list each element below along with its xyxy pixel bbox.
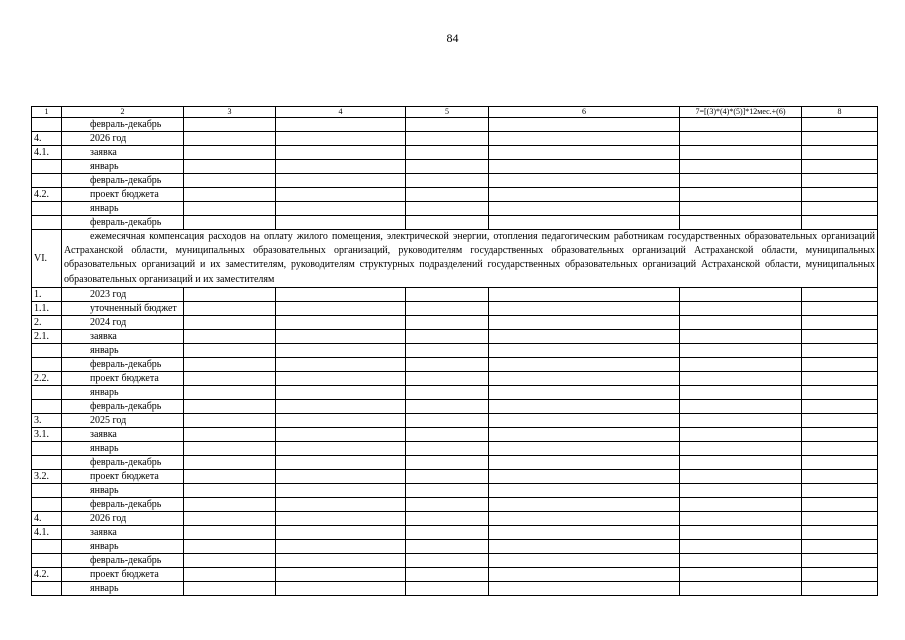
value-cell — [802, 455, 878, 469]
value-cell — [276, 160, 406, 174]
value-cell — [276, 525, 406, 539]
value-cell — [184, 301, 276, 315]
value-cell — [680, 399, 802, 413]
table-row — [32, 525, 878, 539]
table-row — [32, 567, 878, 581]
row-label: проект бюджета — [62, 567, 184, 581]
row-number: 4. — [32, 132, 62, 146]
value-cell — [406, 483, 489, 497]
table-row — [32, 553, 878, 567]
table-row — [32, 497, 878, 511]
value-cell — [489, 118, 680, 132]
value-cell — [680, 483, 802, 497]
value-cell — [276, 441, 406, 455]
value-cell — [802, 160, 878, 174]
value-cell — [489, 371, 680, 385]
value-cell — [680, 455, 802, 469]
table-row — [32, 399, 878, 413]
value-cell — [184, 525, 276, 539]
value-cell — [489, 427, 680, 441]
value-cell — [802, 287, 878, 301]
value-cell — [489, 315, 680, 329]
row-number: 3.1. — [32, 427, 62, 441]
value-cell — [276, 567, 406, 581]
value-cell — [680, 202, 802, 216]
value-cell — [184, 455, 276, 469]
row-label: февраль-декабрь — [62, 455, 184, 469]
row-label: проект бюджета — [62, 371, 184, 385]
table-row — [32, 118, 878, 132]
row-label: январь — [62, 581, 184, 595]
value-cell — [802, 553, 878, 567]
value-cell — [802, 581, 878, 595]
value-cell — [406, 525, 489, 539]
value-cell — [802, 216, 878, 230]
value-cell — [489, 174, 680, 188]
row-label: январь — [62, 160, 184, 174]
value-cell — [489, 539, 680, 553]
value-cell — [680, 301, 802, 315]
table-row — [32, 455, 878, 469]
value-cell — [680, 174, 802, 188]
value-cell — [406, 287, 489, 301]
value-cell — [680, 146, 802, 160]
value-cell — [680, 188, 802, 202]
table-row — [32, 174, 878, 188]
value-cell — [184, 216, 276, 230]
value-cell — [489, 567, 680, 581]
value-cell — [489, 525, 680, 539]
value-cell — [184, 357, 276, 371]
value-cell — [802, 315, 878, 329]
row-label: заявка — [62, 525, 184, 539]
row-label: 2026 год — [62, 132, 184, 146]
row-number — [32, 441, 62, 455]
value-cell — [276, 497, 406, 511]
value-cell — [680, 160, 802, 174]
value-cell — [802, 399, 878, 413]
value-cell — [406, 413, 489, 427]
value-cell — [276, 455, 406, 469]
value-cell — [276, 118, 406, 132]
row-number — [32, 160, 62, 174]
row-label: февраль-декабрь — [62, 357, 184, 371]
value-cell — [406, 455, 489, 469]
header-cell: 4 — [276, 107, 406, 118]
value-cell — [184, 132, 276, 146]
value-cell — [406, 132, 489, 146]
value-cell — [802, 539, 878, 553]
budget-table — [31, 106, 878, 596]
value-cell — [184, 497, 276, 511]
row-number: 1.1. — [32, 301, 62, 315]
value-cell — [276, 385, 406, 399]
value-cell — [184, 413, 276, 427]
value-cell — [680, 567, 802, 581]
row-label: 2023 год — [62, 287, 184, 301]
value-cell — [680, 315, 802, 329]
value-cell — [489, 483, 680, 497]
value-cell — [184, 441, 276, 455]
value-cell — [680, 413, 802, 427]
value-cell — [406, 371, 489, 385]
table-row — [32, 483, 878, 497]
value-cell — [276, 216, 406, 230]
table-row — [32, 385, 878, 399]
row-number: 2.2. — [32, 371, 62, 385]
value-cell — [406, 202, 489, 216]
table-row — [32, 188, 878, 202]
header-cell: 7=[(3)*(4)*(5)]*12мес.+(6) — [680, 107, 802, 118]
value-cell — [406, 469, 489, 483]
value-cell — [680, 287, 802, 301]
value-cell — [802, 188, 878, 202]
value-cell — [680, 329, 802, 343]
value-cell — [802, 357, 878, 371]
value-cell — [184, 539, 276, 553]
value-cell — [406, 497, 489, 511]
value-cell — [802, 567, 878, 581]
row-number: 1. — [32, 287, 62, 301]
value-cell — [489, 188, 680, 202]
row-number — [32, 385, 62, 399]
value-cell — [802, 146, 878, 160]
value-cell — [489, 497, 680, 511]
value-cell — [184, 399, 276, 413]
value-cell — [802, 371, 878, 385]
value-cell — [184, 315, 276, 329]
value-cell — [184, 483, 276, 497]
value-cell — [802, 301, 878, 315]
table-row — [32, 357, 878, 371]
value-cell — [802, 385, 878, 399]
table-row — [32, 469, 878, 483]
table-row — [32, 216, 878, 230]
row-number — [32, 357, 62, 371]
value-cell — [406, 427, 489, 441]
value-cell — [406, 315, 489, 329]
value-cell — [489, 441, 680, 455]
row-label: февраль-декабрь — [62, 174, 184, 188]
value-cell — [802, 329, 878, 343]
value-cell — [276, 174, 406, 188]
value-cell — [406, 146, 489, 160]
row-label: 2026 год — [62, 511, 184, 525]
row-number: 4.1. — [32, 146, 62, 160]
row-label: уточненный бюджет — [62, 301, 184, 315]
row-number — [32, 343, 62, 357]
value-cell — [184, 174, 276, 188]
row-label: заявка — [62, 329, 184, 343]
page-number: 84 — [446, 31, 459, 45]
row-label: 2024 год — [62, 315, 184, 329]
value-cell — [802, 441, 878, 455]
row-label: январь — [62, 202, 184, 216]
value-cell — [406, 301, 489, 315]
row-number — [32, 539, 62, 553]
row-number — [32, 399, 62, 413]
value-cell — [276, 301, 406, 315]
row-number: 4. — [32, 511, 62, 525]
value-cell — [276, 511, 406, 525]
row-number — [32, 483, 62, 497]
header-cell: 3 — [184, 107, 276, 118]
section-title: ежемесячная компенсация расходов на оплату жилого помещения, электрической энергии, отопления педагогическим работникам государственных образовательных организаций Астраханской области, муниципальных образовательных организаций, руководителям государственных образовательных организаций Астраханской области, муниципальных образовательных организаций и их заместителям, руководителям структурных подразделений государственных образовательных организаций Астраханской области, муниципальных образовательных организаций и их заместителям — [62, 230, 878, 288]
row-label: проект бюджета — [62, 469, 184, 483]
value-cell — [680, 539, 802, 553]
row-number — [32, 216, 62, 230]
value-cell — [489, 146, 680, 160]
value-cell — [406, 539, 489, 553]
value-cell — [276, 132, 406, 146]
value-cell — [489, 202, 680, 216]
value-cell — [489, 581, 680, 595]
row-label: февраль-декабрь — [62, 118, 184, 132]
value-cell — [406, 385, 489, 399]
value-cell — [489, 413, 680, 427]
value-cell — [680, 525, 802, 539]
value-cell — [406, 343, 489, 357]
value-cell — [489, 553, 680, 567]
row-label: 2025 год — [62, 413, 184, 427]
value-cell — [680, 441, 802, 455]
row-label: февраль-декабрь — [62, 399, 184, 413]
row-label: заявка — [62, 146, 184, 160]
row-number: 4.2. — [32, 567, 62, 581]
value-cell — [276, 371, 406, 385]
value-cell — [489, 216, 680, 230]
value-cell — [406, 581, 489, 595]
value-cell — [802, 118, 878, 132]
row-number: 2.1. — [32, 329, 62, 343]
value-cell — [184, 287, 276, 301]
value-cell — [406, 216, 489, 230]
value-cell — [276, 315, 406, 329]
value-cell — [276, 427, 406, 441]
header-cell: 8 — [802, 107, 878, 118]
value-cell — [184, 581, 276, 595]
table-row — [32, 539, 878, 553]
row-number — [32, 581, 62, 595]
value-cell — [489, 287, 680, 301]
table-row — [32, 581, 878, 595]
value-cell — [680, 216, 802, 230]
section-row — [32, 230, 878, 288]
value-cell — [184, 146, 276, 160]
value-cell — [276, 581, 406, 595]
row-number: 2. — [32, 315, 62, 329]
row-label: январь — [62, 385, 184, 399]
value-cell — [489, 357, 680, 371]
value-cell — [276, 329, 406, 343]
table-row — [32, 427, 878, 441]
value-cell — [489, 160, 680, 174]
value-cell — [184, 553, 276, 567]
row-number: 3. — [32, 413, 62, 427]
table-row — [32, 146, 878, 160]
value-cell — [802, 413, 878, 427]
value-cell — [406, 441, 489, 455]
value-cell — [680, 581, 802, 595]
value-cell — [680, 343, 802, 357]
value-cell — [406, 357, 489, 371]
value-cell — [802, 132, 878, 146]
value-cell — [276, 202, 406, 216]
value-cell — [184, 371, 276, 385]
value-cell — [489, 132, 680, 146]
table-row — [32, 287, 878, 301]
value-cell — [489, 399, 680, 413]
table-row — [32, 301, 878, 315]
value-cell — [489, 511, 680, 525]
value-cell — [184, 329, 276, 343]
value-cell — [406, 188, 489, 202]
value-cell — [680, 385, 802, 399]
value-cell — [276, 188, 406, 202]
value-cell — [184, 511, 276, 525]
row-number: 4.1. — [32, 525, 62, 539]
row-number — [32, 553, 62, 567]
value-cell — [489, 385, 680, 399]
row-number — [32, 497, 62, 511]
table-row — [32, 315, 878, 329]
value-cell — [680, 427, 802, 441]
value-cell — [276, 469, 406, 483]
value-cell — [680, 357, 802, 371]
row-label: февраль-декабрь — [62, 497, 184, 511]
value-cell — [802, 469, 878, 483]
value-cell — [406, 567, 489, 581]
table-row — [32, 371, 878, 385]
row-label: февраль-декабрь — [62, 216, 184, 230]
value-cell — [184, 343, 276, 357]
value-cell — [406, 553, 489, 567]
value-cell — [276, 539, 406, 553]
header-row — [32, 107, 878, 118]
value-cell — [802, 483, 878, 497]
value-cell — [489, 329, 680, 343]
value-cell — [406, 118, 489, 132]
row-label: январь — [62, 441, 184, 455]
value-cell — [802, 511, 878, 525]
value-cell — [184, 160, 276, 174]
value-cell — [680, 469, 802, 483]
value-cell — [184, 385, 276, 399]
table-row — [32, 343, 878, 357]
value-cell — [184, 427, 276, 441]
value-cell — [802, 497, 878, 511]
value-cell — [184, 188, 276, 202]
value-cell — [680, 132, 802, 146]
row-label: январь — [62, 539, 184, 553]
row-label: февраль-декабрь — [62, 553, 184, 567]
header-cell: 1 — [32, 107, 62, 118]
value-cell — [276, 357, 406, 371]
value-cell — [276, 413, 406, 427]
value-cell — [184, 567, 276, 581]
value-cell — [489, 469, 680, 483]
value-cell — [680, 118, 802, 132]
value-cell — [680, 553, 802, 567]
row-number — [32, 202, 62, 216]
row-number: 3.2. — [32, 469, 62, 483]
value-cell — [406, 329, 489, 343]
value-cell — [489, 343, 680, 357]
table-row — [32, 329, 878, 343]
value-cell — [276, 553, 406, 567]
value-cell — [406, 511, 489, 525]
value-cell — [680, 511, 802, 525]
value-cell — [276, 399, 406, 413]
row-number: 4.2. — [32, 188, 62, 202]
table-row — [32, 132, 878, 146]
value-cell — [276, 287, 406, 301]
table-row — [32, 441, 878, 455]
row-label: январь — [62, 483, 184, 497]
value-cell — [276, 343, 406, 357]
row-number — [32, 174, 62, 188]
header-cell: 6 — [489, 107, 680, 118]
header-cell: 5 — [406, 107, 489, 118]
row-number — [32, 455, 62, 469]
value-cell — [802, 174, 878, 188]
table-row — [32, 202, 878, 216]
row-label: проект бюджета — [62, 188, 184, 202]
value-cell — [406, 160, 489, 174]
row-number — [32, 118, 62, 132]
table-body — [32, 107, 878, 596]
value-cell — [276, 483, 406, 497]
row-label: январь — [62, 343, 184, 357]
section-number: VI. — [32, 230, 62, 288]
table-row — [32, 511, 878, 525]
value-cell — [802, 427, 878, 441]
value-cell — [489, 455, 680, 469]
row-label: заявка — [62, 427, 184, 441]
header-cell: 2 — [62, 107, 184, 118]
value-cell — [680, 497, 802, 511]
value-cell — [680, 371, 802, 385]
value-cell — [276, 146, 406, 160]
value-cell — [406, 174, 489, 188]
table-row — [32, 160, 878, 174]
value-cell — [489, 301, 680, 315]
table-row — [32, 413, 878, 427]
value-cell — [406, 399, 489, 413]
value-cell — [802, 202, 878, 216]
value-cell — [802, 343, 878, 357]
value-cell — [802, 525, 878, 539]
value-cell — [184, 202, 276, 216]
value-cell — [184, 469, 276, 483]
value-cell — [184, 118, 276, 132]
